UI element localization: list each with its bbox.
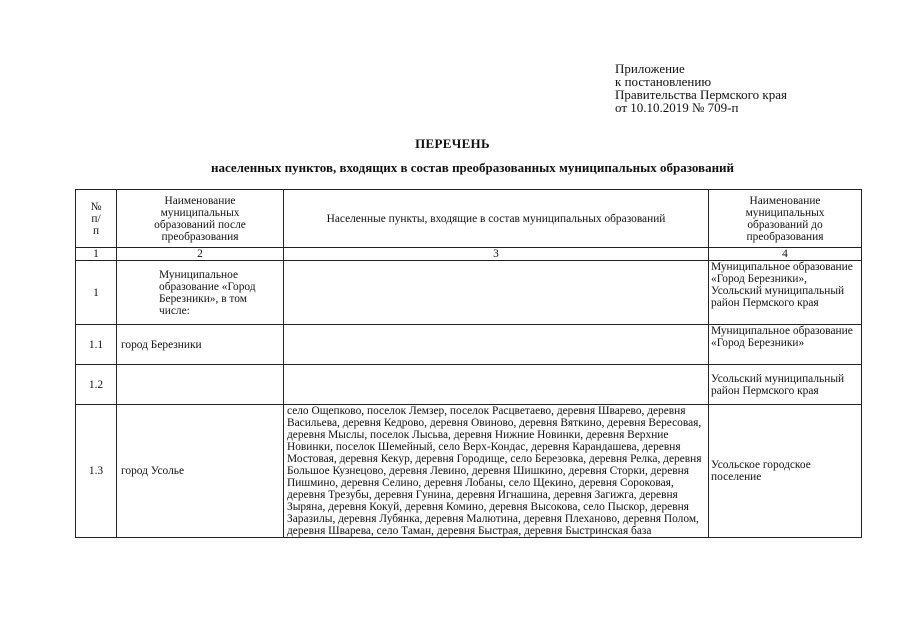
col-number: 3: [284, 248, 709, 261]
row-before: Муниципальное образование «Город Березники»: [709, 325, 862, 365]
row-settlements: [284, 365, 709, 405]
appendix-line: от 10.10.2019 № 709-п: [615, 100, 739, 115]
row-settlements: село Ощепково, поселок Лемзер, поселок Расцветаево, деревня Шварево, деревня Васильева, деревня Кедрово, деревня Овиново, деревня Вяткино, деревня Вересовая, деревня Мыслы, поселок Лысьва, деревня Нижние Новинки, деревня Верхние Новинки, поселок Шемейный, село Верх-Кондас, деревня Карандашева, деревня Мостовая, деревня Кекур, деревня Городище, село Березовка, деревня Релка, деревня Большое Кузнецово, деревня Левино, деревня Шишкино, деревня Сторки, деревня Пишмино, деревня Селино, деревня Лобаны, село Щекино, деревня Сороковая, деревня Трезубы, деревня Гунина, деревня Игнашина, деревня Загижга, деревня Зыряна, деревня Кокуй, деревня Комино, деревня Высокова, село Пыскор, деревня Заразилы, деревня Лубянка, деревня Малютина, деревня Плеханово, деревня Полом, деревня Шварева, село Таман, деревня Быстрая, деревня Быстринская база: [284, 405, 709, 538]
row-before: Усольское городское поселение: [709, 405, 862, 538]
col-number: 1: [76, 248, 117, 261]
header-settlements: Населенные пункты, входящие в состав муниципальных образований: [284, 190, 709, 248]
appendix-block: [615, 62, 787, 114]
appendix-line: к постановлению: [615, 74, 712, 89]
row-before: Усольский муниципальный район Пермского края: [709, 365, 862, 405]
row-settlements: [284, 325, 709, 365]
row-after: город Усолье: [117, 405, 284, 538]
column-numbers-row: [76, 248, 862, 261]
header-num: № п/п: [76, 190, 117, 248]
col-number: 4: [709, 248, 862, 261]
table-row: [76, 365, 862, 405]
header-after: Наименование муниципальных образований после преобразования: [117, 190, 284, 248]
document-subtitle: населенных пунктов, входящих в состав преобразованных муниципальных образований: [210, 160, 735, 175]
col-number: 2: [117, 248, 284, 261]
row-after: [117, 365, 284, 405]
row-num: 1.3: [76, 405, 117, 538]
settlements-table: [75, 189, 862, 538]
appendix-line: Правительства Пермского края: [615, 87, 787, 102]
table-row: [76, 261, 862, 325]
row-after: Муниципальное образование «Город Березники», в том числе:: [117, 261, 284, 325]
row-before: Муниципальное образование «Город Березники», Усольский муниципальный район Пермского края: [709, 261, 862, 325]
row-num: 1: [76, 261, 117, 325]
row-num: 1.2: [76, 365, 117, 405]
header-before: Наименование муниципальных образований до преобразования: [709, 190, 862, 248]
appendix-line: Приложение: [615, 61, 685, 76]
header-row: [76, 190, 862, 248]
table-row: [76, 405, 862, 538]
row-after: город Березники: [117, 325, 284, 365]
document-title: ПЕРЕЧЕНЬ: [415, 136, 490, 151]
row-settlements: [284, 261, 709, 325]
table-row: [76, 325, 862, 365]
row-num: 1.1: [76, 325, 117, 365]
